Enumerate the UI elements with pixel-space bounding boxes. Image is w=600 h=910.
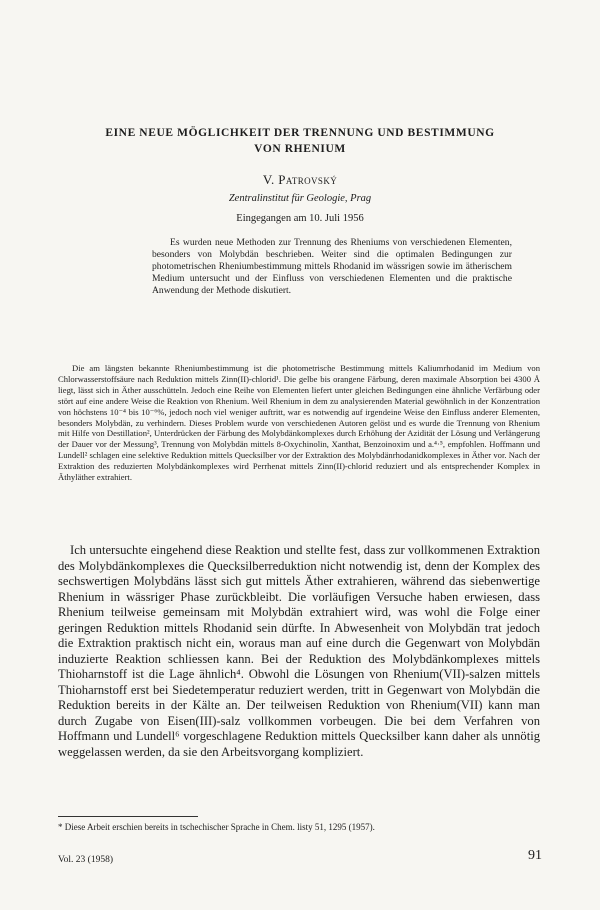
title-line-2: VON RHENIUM: [254, 143, 346, 155]
author-name: Patrovský: [278, 172, 338, 187]
received-date: Eingegangen am 10. Juli 1956: [236, 213, 364, 224]
page-number: 91: [528, 848, 542, 863]
title-line-1: EINE NEUE MÖGLICHKEIT DER TRENNUNG UND BESTIMMUNG: [105, 127, 495, 139]
paper-title: [0, 125, 600, 157]
author: [0, 172, 600, 188]
affiliation: Zentralinstitut für Geologie, Prag: [228, 193, 372, 204]
intro-paragraph: Die am längsten bekannte Rheniumbestimmung ist die photometrische Bestimmung mittels Kaliumrhodanid im Medium von Chlorwasserstoffsäure nach Reduktion mittels Zinn(II)-chlorid¹. Die gelbe bis orangene Färbung, deren maximale Absorption bei 4300 Å liegt, lässt sich in Äther ausschütteln. Jedoch eine Reihe von Elementen liefert unter gleichen Bedingungen eine ähnliche Verfärbung oder stört auf eine andere Weise die Reaktion von Rhenium. Weil Rhenium in dem zu analysierenden Material gewöhnlich in der Konzentration von höchstens 10⁻⁴ bis 10⁻⁶%, jedoch noch viel weniger auftritt, war es notwendig auf irgendeine Weise den Einfluss anderer Elementen, besonders Molybdän, zu verhindern. Dieses Problem wurde von verschiedenen Autoren gelöst und es wurde die Trennung von Rhenium mit Hilfe von Destillation², Unterdrücken der Färbung des Molybdänkomplexes durch Erhöhung der Azidität der Lösung und Verlängerung der Dauer vor der Messung³, Trennung von Molybdän mittels 8-Oxychinolin, Xanthat, Benzoinoxim und a.⁴·⁵, empfohlen. Hoffmann und Lundell² schlagen eine selektive Reduktion mittels Quecksilber vor der Extraktion des Molybdänrhodanidkomplexes in Äther vor. Nach der Extraktion des reduzierten Molybdänkomplexes wird Perrhenat mittels Zinn(II)-chlorid reduziert und als entsprechender Komplex in Äthyläther extrahiert.: [58, 363, 540, 483]
main-paragraph: Ich untersuchte eingehend diese Reaktion und stellte fest, dass zur vollkommenen Extraktion des Molybdänkomplexes die Quecksilberreduktion nicht notwendig ist, denn der Komplex des sechswertigen Molybdäns lässt sich gut mittels Äther extrahieren, während das siebenwertige Rhenium in wässriger Phase zurückbleibt. Die vorläufigen Versuche haben erwiesen, dass Rhenium teilweise gemeinsam mit Molybdän extrahiert wird, was wohl die Folge einer geringen Reduktion mittels Rhodanid sein dürfte. In Abwesenheit von Molybdän trat jedoch die Extraktion praktisch nicht ein, woraus man auf eine durch die Gegenwart von Molybdän induzierte Reaktion schliessen kann. Bei der Reduktion des Molybdänkomplexes mittels Thioharnstoff ist die Lage ähnlich⁴. Obwohl die Lösungen von Rhenium(VII)-salzen mittels Thioharnstoff erst bei Siedetemperatur reduziert werden, tritt in Gegenwart von Molybdän die Reduktion bereits in der Kälte an. Der teilweisen Reduktion von Rhenium(VII) kann man durch Zugabe von Eisen(III)-salz vollkommen vorbeugen. Die bei dem Verfahren von Hoffmann und Lundell⁶ vorgeschlagene Reduktion mittels Quecksilber kann daher als unnötig weggelassen werden, da sie den Arbeitsvorgang kompliziert.: [58, 543, 540, 759]
author-initial: V.: [262, 172, 275, 187]
abstract: Es wurden neue Methoden zur Trennung des Rheniums von verschiedenen Elementen, besonders von Molybdän beschrieben. Weiter sind die optimalen Bedingungen zur photometrischen Rheniumbestimmung mittels Rhodanid im wässrigen sowie im ätherischem Medium untersucht und der Einfluss von verschiedenen Elementen und die praktische Anwendung der Methode diskutiert.: [152, 237, 512, 297]
volume-label: Vol. 23 (1958): [58, 855, 113, 865]
footnote-divider: [58, 816, 198, 817]
footnote: * Diese Arbeit erschien bereits in tschechischer Sprache in Chem. listy 51, 1295 (1957).: [58, 822, 375, 832]
